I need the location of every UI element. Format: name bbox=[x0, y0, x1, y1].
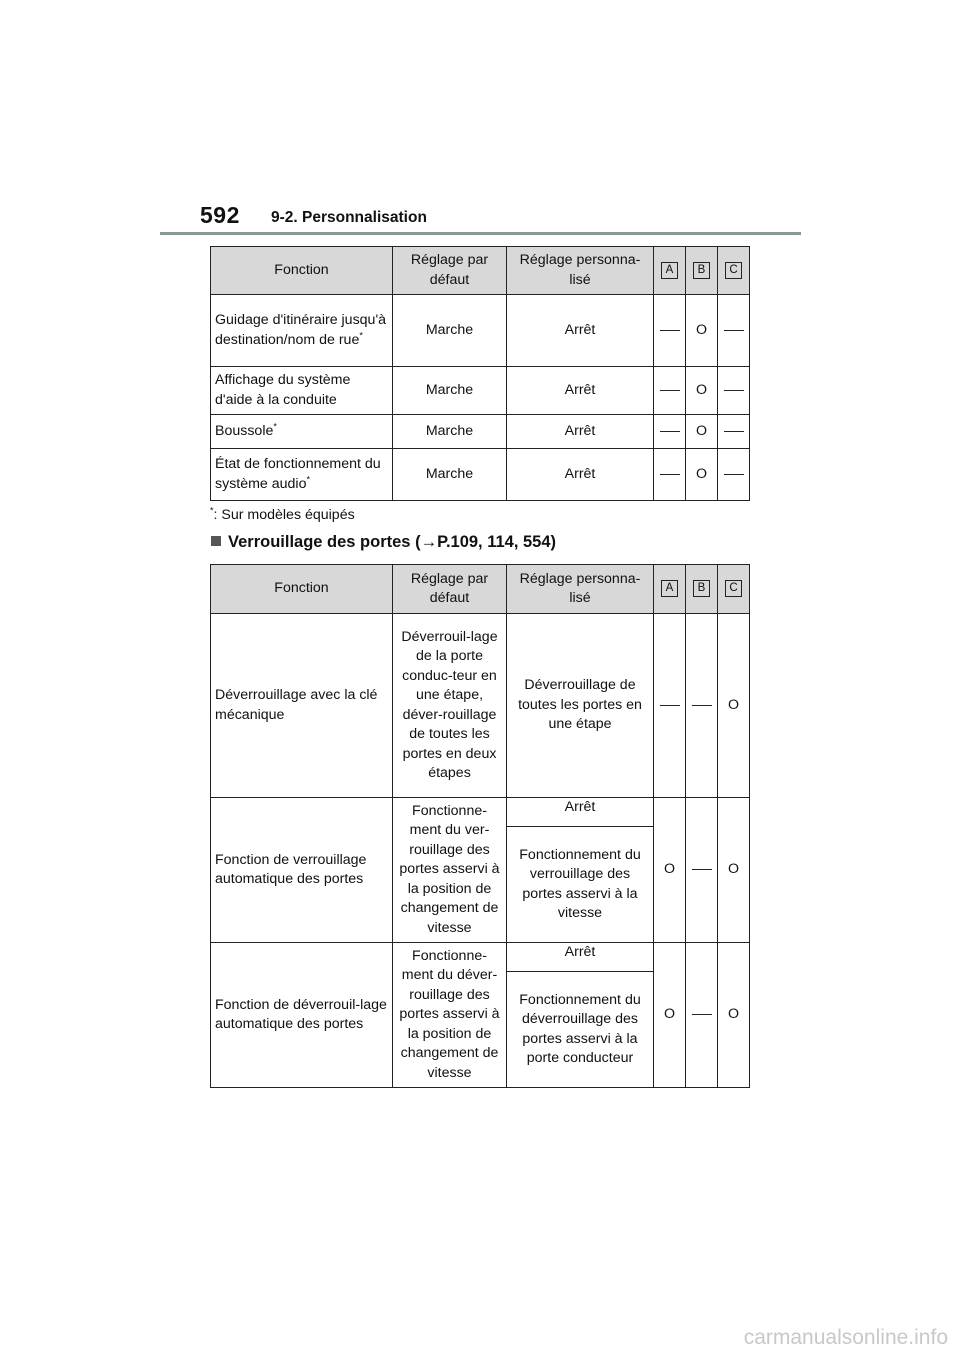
row-c bbox=[718, 367, 750, 415]
row-a: O bbox=[654, 798, 686, 943]
table-row bbox=[211, 798, 750, 827]
table-row bbox=[211, 943, 750, 972]
dash-mark bbox=[692, 705, 712, 706]
row-default: Déverrouil-lage de la porte conduc-teur en une étape, déver-rouillage de toutes les portes en deux étapes bbox=[393, 614, 507, 798]
dash-mark bbox=[660, 390, 680, 391]
table-row bbox=[211, 415, 750, 449]
row-default: Marche bbox=[393, 367, 507, 415]
row-b: O bbox=[686, 295, 718, 367]
row-b bbox=[686, 943, 718, 1088]
dash-mark bbox=[692, 869, 712, 870]
table-row bbox=[211, 295, 750, 367]
col-fonction: Fonction bbox=[211, 565, 393, 614]
row-c: O bbox=[718, 614, 750, 798]
col-fonction: Fonction bbox=[211, 247, 393, 295]
dash-mark bbox=[724, 431, 744, 432]
col-b: B bbox=[686, 247, 718, 295]
row-default: Marche bbox=[393, 295, 507, 367]
row-default: Marche bbox=[393, 415, 507, 449]
row-c: O bbox=[718, 798, 750, 943]
dash-mark bbox=[724, 330, 744, 331]
table-header-row bbox=[211, 565, 750, 614]
row-b: O bbox=[686, 449, 718, 501]
table-row bbox=[211, 614, 750, 798]
row-b: O bbox=[686, 367, 718, 415]
row-custom: Déverrouillage de toutes les portes en une étape bbox=[507, 614, 654, 798]
dash-mark bbox=[692, 1014, 712, 1015]
table-row bbox=[211, 367, 750, 415]
row-custom: Arrêt bbox=[507, 415, 654, 449]
col-default: Réglage par défaut bbox=[393, 247, 507, 295]
row-default: Fonctionne-ment du déver-rouillage des portes asservi à la position de changement de vitesse bbox=[393, 943, 507, 1088]
row-function: Déverrouillage avec la clé mécanique bbox=[211, 614, 393, 798]
section-title: Verrouillage des portes (→P.109, 114, 554) bbox=[211, 533, 556, 552]
row-function: État de fonctionnement du système audio* bbox=[211, 449, 393, 501]
col-custom: Réglage personna-lisé bbox=[507, 565, 654, 614]
row-c bbox=[718, 295, 750, 367]
dash-mark bbox=[660, 474, 680, 475]
watermark: carmanualsonline.info bbox=[743, 1326, 948, 1349]
row-custom-alt: Fonctionnement du verrouillage des portes asservi à la vitesse bbox=[507, 827, 654, 943]
row-default: Fonctionne-ment du ver-rouillage des portes asservi à la position de changement de vitesse bbox=[393, 798, 507, 943]
row-a bbox=[654, 614, 686, 798]
page-number: 592 bbox=[200, 202, 240, 228]
row-a: O bbox=[654, 943, 686, 1088]
row-function: Guidage d'itinéraire jusqu'à destination/nom de rue* bbox=[211, 295, 393, 367]
row-custom: Arrêt bbox=[507, 367, 654, 415]
row-b bbox=[686, 798, 718, 943]
row-custom-off: Arrêt bbox=[507, 798, 654, 827]
row-default: Marche bbox=[393, 449, 507, 501]
dash-mark bbox=[724, 390, 744, 391]
col-a: A bbox=[654, 565, 686, 614]
row-function: Affichage du système d'aide à la conduite bbox=[211, 367, 393, 415]
settings-table-2 bbox=[210, 564, 750, 1088]
dash-mark bbox=[724, 474, 744, 475]
dash-mark bbox=[660, 330, 680, 331]
table-header-row bbox=[211, 247, 750, 295]
col-c: C bbox=[718, 247, 750, 295]
row-c: O bbox=[718, 943, 750, 1088]
row-custom-alt: Fonctionnement du déverrouillage des portes asservi à la porte conducteur bbox=[507, 972, 654, 1088]
table-row bbox=[211, 449, 750, 501]
row-function: Fonction de déverrouil-lage automatique des portes bbox=[211, 943, 393, 1088]
col-a: A bbox=[654, 247, 686, 295]
row-b: O bbox=[686, 415, 718, 449]
row-a bbox=[654, 295, 686, 367]
row-function: Fonction de verrouillage automatique des portes bbox=[211, 798, 393, 943]
arrow-icon: → bbox=[420, 533, 438, 551]
dash-mark bbox=[660, 705, 680, 706]
row-c bbox=[718, 449, 750, 501]
row-b bbox=[686, 614, 718, 798]
row-custom: Arrêt bbox=[507, 295, 654, 367]
col-default: Réglage par défaut bbox=[393, 565, 507, 614]
col-c: C bbox=[718, 565, 750, 614]
dash-mark bbox=[660, 431, 680, 432]
row-custom: Arrêt bbox=[507, 449, 654, 501]
col-b: B bbox=[686, 565, 718, 614]
row-custom-off: Arrêt bbox=[507, 943, 654, 972]
section-heading: 9-2. Personnalisation bbox=[271, 209, 427, 226]
row-function: Boussole* bbox=[211, 415, 393, 449]
row-a bbox=[654, 367, 686, 415]
bullet-square-icon bbox=[211, 536, 221, 546]
row-a bbox=[654, 415, 686, 449]
footnote: *: Sur modèles équipés bbox=[210, 505, 355, 523]
row-c bbox=[718, 415, 750, 449]
header-divider bbox=[160, 232, 801, 235]
settings-table-1 bbox=[210, 246, 750, 501]
col-custom: Réglage personna-lisé bbox=[507, 247, 654, 295]
row-a bbox=[654, 449, 686, 501]
